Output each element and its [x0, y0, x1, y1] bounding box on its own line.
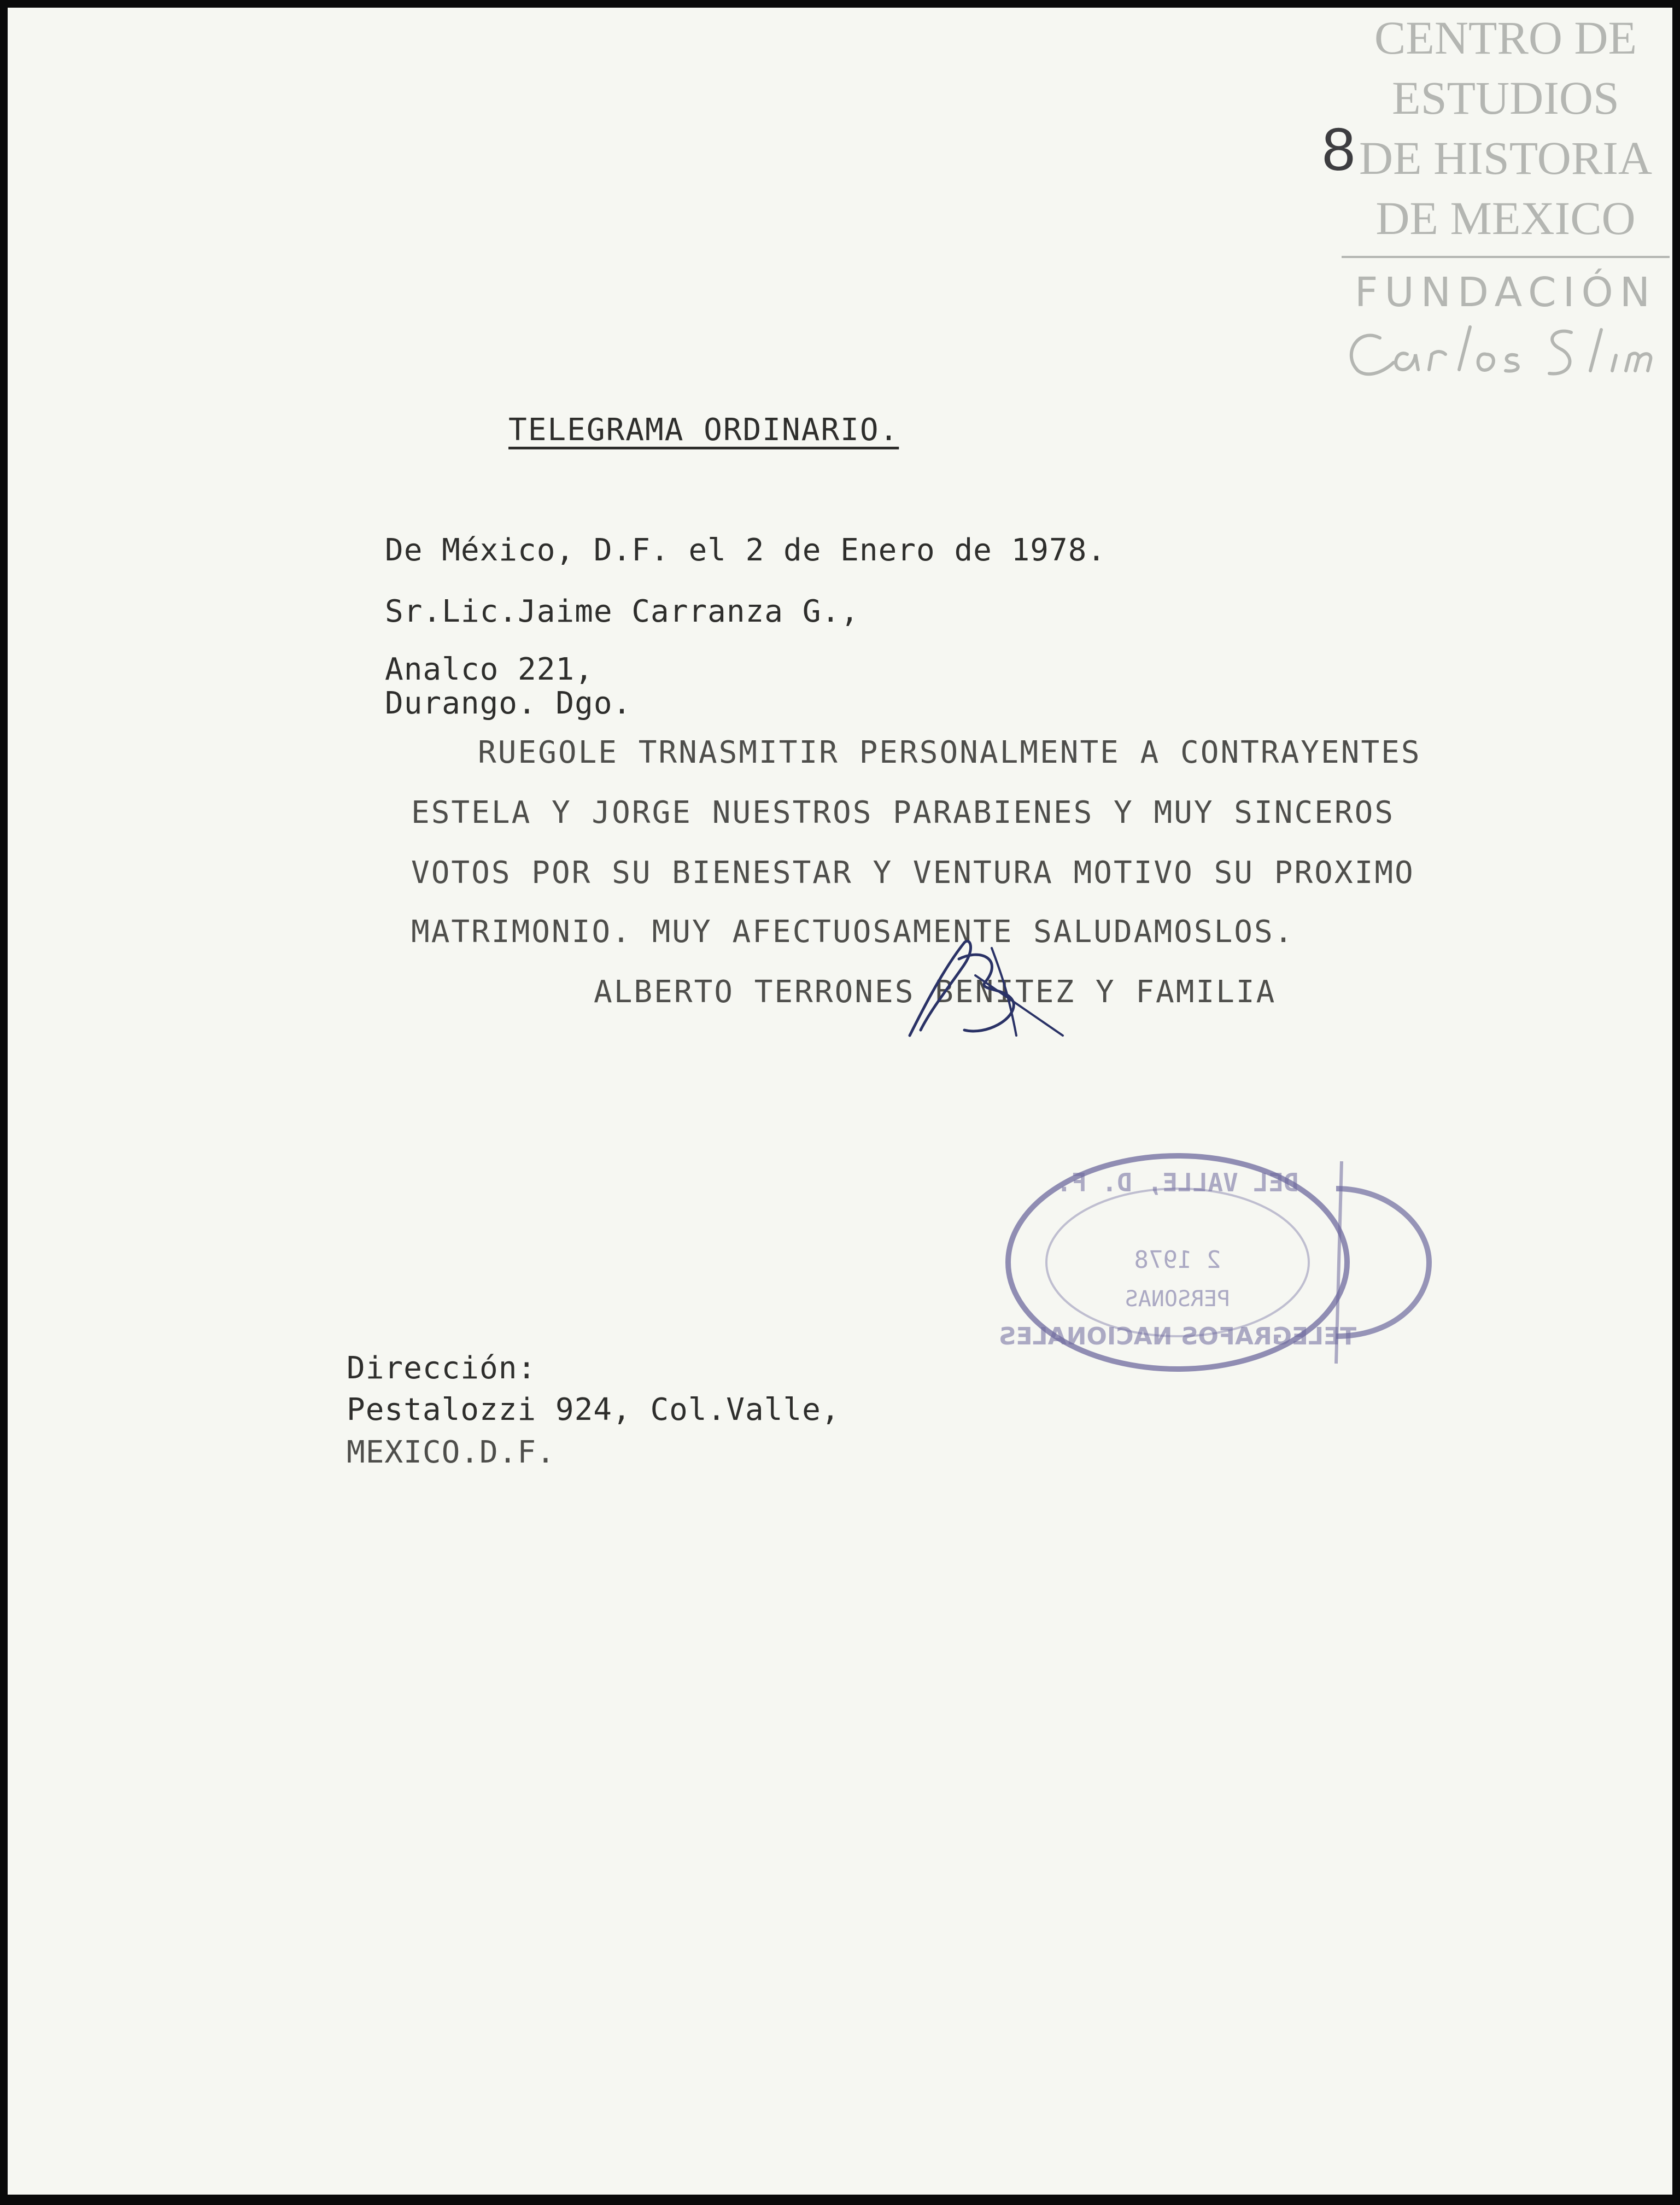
- telegraph-office-stamp: [997, 1128, 1445, 1391]
- recipient-name: Sr.Lic.Jaime Carranza G.,: [385, 594, 859, 629]
- recipient-city: Durango. Dgo.: [385, 686, 632, 721]
- stamp-line-2: DEL VALLE, D. F.: [1056, 1168, 1299, 1197]
- address-line-2: MEXICO.D.F.: [347, 1435, 555, 1470]
- recipient-street: Analco 221,: [385, 652, 594, 687]
- body-line-4: MATRIMONIO. MUY AFECTUOSAMENTE SALUDAMOSLOS.: [411, 914, 1295, 950]
- watermark-divider: [1342, 256, 1670, 258]
- watermark-line-2: ESTUDIOS: [1392, 72, 1619, 124]
- watermark-foundation: FUNDACIÓN: [1354, 269, 1657, 316]
- signatory: ALBERTO TERRONES BENITEZ Y FAMILIA: [594, 974, 1277, 1010]
- page-number: 8: [1322, 116, 1356, 183]
- stamp-line-3: 2 1978: [1134, 1246, 1221, 1274]
- place-date: De México, D.F. el 2 de Enero de 1978.: [385, 533, 1107, 568]
- address-line-1: Pestalozzi 924, Col.Valle,: [347, 1392, 840, 1428]
- carlos-slim-script-logo: [1342, 316, 1670, 387]
- document-page: [8, 8, 1672, 2195]
- address-label: Dirección:: [347, 1350, 537, 1386]
- body-line-3: VOTOS POR SU BIENESTAR Y VENTURA MOTIVO SU PROXIMO: [411, 855, 1415, 891]
- stamp-line-4: PERSONAS: [1125, 1286, 1231, 1312]
- body-line-2: ESTELA Y JORGE NUESTROS PARABIENES Y MUY SINCEROS: [411, 795, 1395, 830]
- watermark-line-3: DE HISTORIA: [1359, 132, 1652, 184]
- watermark-line-1: CENTRO DE: [1374, 11, 1637, 64]
- watermark-line-4: DE MEXICO: [1375, 192, 1636, 244]
- archive-watermark: [1342, 8, 1670, 423]
- stamp-line-1: TELEGRAFOS NACIONALES: [998, 1323, 1357, 1350]
- telegram-title: TELEGRAMA ORDINARIO.: [508, 412, 899, 448]
- body-line-1: RUEGOLE TRNASMITIR PERSONALMENTE A CONTRAYENTES: [478, 735, 1421, 770]
- handwritten-signature: [899, 926, 1079, 1052]
